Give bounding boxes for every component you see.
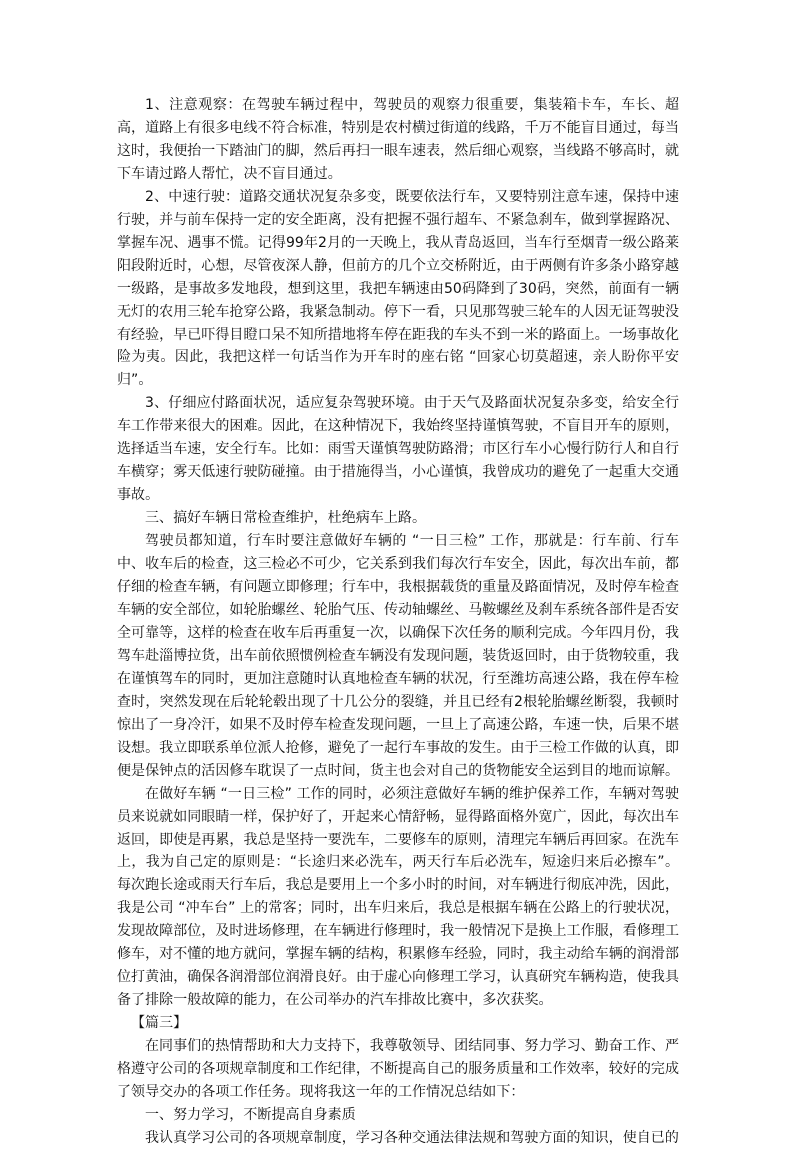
paragraph-three-checks: 驾驶员都知道，行车时要注意做好车辆的 “一日三检” 工作，那就是：行车前、行车中、收车后的检查，这三检必不可少，它关系到我们每次行车安全，因此，每次出车前，都仔细的检查车辆，有问题立即修理；行车中，我根据载货的重量及路面情况，及时停车检查车辆的安全部位，如轮胎螺丝、轮胎气压、传动轴螺丝、马鞍螺丝及刹车系统各部件是否安全可靠等，这样的检查在收车后再重复一次，以确保下次任务的顺利完成。今年四月份，我驾车赴淄博拉货，出车前依照惯例检查车辆没有发现问题，装货返回时，由于货物较重，我在谨慎驾车的同时，更加注意随时认真地检查车辆的状况，行至潍坊高速公路，我在停车检查时，突然发现在后轮轮毂出现了十几公分的裂缝，并且已经有2根轮胎螺丝断裂，我顿时惊出了一身冷汗，如果不及时停车检查发现问题，一旦上了高速公路，车速一快，后果不堪设想。我立即联系单位派人抢修，避免了一起行车事故的发生。由于三检工作做的认真，即便是保钟点的活因修车耽误了一点时间，货主也会对自己的货物能安全运到目的地而谅解。 (117, 533, 679, 779)
section-heading-study: 一、努力学习，不断提高自身素质 (145, 1106, 356, 1123)
paragraph-study: 我认真学习公司的各项规章制度，学习各种交通法律法规和驾驶方面的知识，使自已的 (145, 1129, 679, 1146)
paragraph-intro-summary: 在同事们的热情帮助和大力支持下，我尊敬领导、团结同事、努力学习、勤奋工作、严格遵守公司的各项规章制度和工作纪律，不断提高自己的服务质量和工作效率，较好的完成了领导交办的各项工作任务。现将我这一年的工作情况总结如下： (117, 1038, 679, 1100)
paragraph-medium-speed: 2、中速行驶：道路交通状况复杂多变，既要依法行车，又要特别注意车速，保持中速行驶，并与前车保持一定的安全距离，没有把握不强行超车、不紧急刹车，做到掌握路况、掌握车况、遇事不慌。记得99年2月的一天晚上，我从青岛返回，当车行至烟青一级公路莱阳段附近时，心想，尽管夜深人静，但前方的几个立交桥附近，由于两侧有许多条小路穿越一级路，是事故多发地段，想到这里，我把车辆速由50码降到了30码，突然，前面有一辆无灯的农用三轮车抢穿公路，我紧急制动。停下一看，只见那驾驶三轮车的人因无证驾驶没有经验，早已吓得目瞪口呆不知所措地将车停在距我的车头不到一米的路面上。一场事故化险为夷。因此，我把这样一句话当作为开车时的座右铭 “回家心切莫超速，亲人盼你平安归”。 (117, 188, 679, 389)
section-tag-part-three: 【篇三】 (131, 1015, 188, 1032)
paragraph-care-maintenance: 在做好车辆 “一日三检” 工作的同时，必须注意做好车辆的维护保养工作，车辆对驾驶员来说就如同眼睛一样，保护好了，开起来心情舒畅，显得路面格外宽广，因此，每次出车返回，即使是再累，我总是坚持一要洗车，二要修车的原则，清理完车辆后再回家。在洗车上，我为自己定的原则是：“长途归来必洗车，两天行车后必洗车，短途归来后必擦车”。每次跑长途或雨天行车后，我总是要用上一个多小时的时间，对车辆进行彻底冲洗，因此，我是公司 “冲车台” 上的常客；同时，出车归来后，我总是根据车辆在公路上的行驶状况，发现故障部位，及时进场修理，在车辆进行修理时，我一般情况下是换上工作服，看修理工修车，对不懂的地方就问，掌握车辆的结构，积累修车经验，同时，我主动给车辆的润滑部位打黄油，确保各润滑部位润滑良好。由于虚心向修理工学习，认真研究车辆构造，使我具备了排除一般故障的能力，在公司举办的汽车排故比赛中，多次获奖。 (117, 785, 679, 1009)
paragraph-road-conditions: 3、仔细应付路面状况，适应复杂驾驶环境。由于天气及路面状况复杂多变，给安全行车工作带来很大的困难。因此，在这种情况下，我始终坚持谨慎驾驶，不盲目开车的原则，选择适当车速，安全行车。比如：雨雪天谨慎驾驶防路滑；市区行车小心慢行防行人和自行车横穿；雾天低速行驶防碰撞。由于措施得当，小心谨慎，我曾成功的避免了一起重大交通事故。 (117, 395, 679, 504)
paragraph-observation: 1、注意观察：在驾驶车辆过程中，驾驶员的观察力很重要，集装箱卡车，车长、超高，道路上有很多电线不符合标准，特别是农村横过街道的线路，千万不能盲目通过，每当这时，我便抬一下踏油门的脚，然后再扫一眼车速表，然后细心观察，当线路不够高时，就下车请过路人帮忙，决不盲目通过。 (117, 97, 679, 182)
section-heading-maintenance: 三、搞好车辆日常检查维护，杜绝病车上路。 (145, 510, 426, 527)
document-body (117, 94, 679, 1150)
